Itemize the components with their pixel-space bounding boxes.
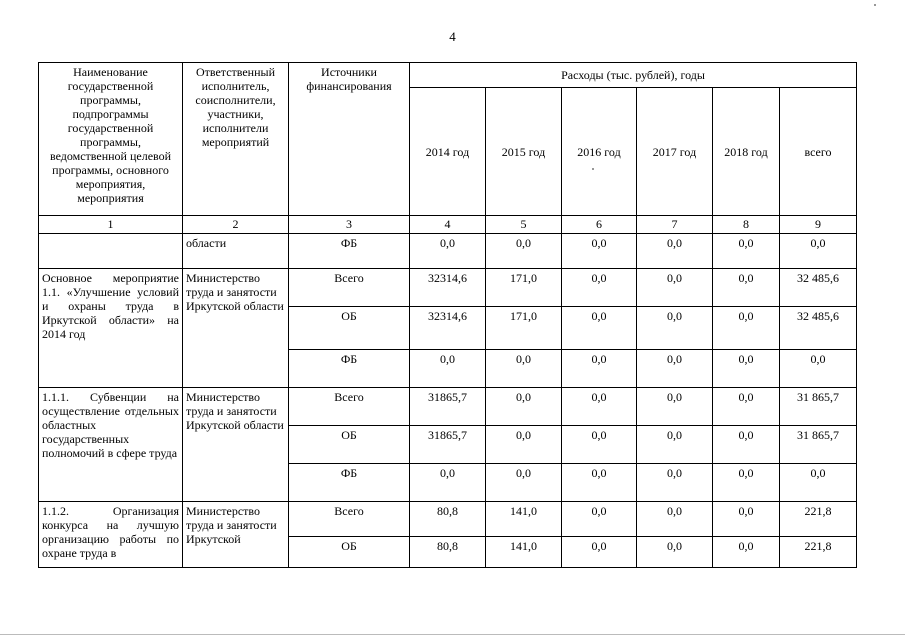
value-cell: 0,0 bbox=[562, 426, 637, 464]
value-cell: 0,0 bbox=[637, 234, 713, 269]
value-cell: 31865,7 bbox=[410, 426, 486, 464]
value-cell: 171,0 bbox=[486, 307, 562, 350]
source-cell: Всего bbox=[289, 502, 410, 537]
value-cell: 0,0 bbox=[637, 350, 713, 388]
value-cell: 0,0 bbox=[713, 269, 780, 307]
value-cell: 0,0 bbox=[637, 502, 713, 537]
value-cell: 171,0 bbox=[486, 269, 562, 307]
column-number: 1 bbox=[39, 216, 183, 234]
responsible-cell: области bbox=[183, 234, 289, 269]
value-cell: 0,0 bbox=[486, 234, 562, 269]
source-cell: ОБ bbox=[289, 426, 410, 464]
value-cell: 31865,7 bbox=[410, 388, 486, 426]
value-cell: 0,0 bbox=[637, 464, 713, 502]
source-cell: Всего bbox=[289, 269, 410, 307]
header-expenses: Расходы (тыс. рублей), годы bbox=[410, 63, 857, 88]
header-year: 2018 год bbox=[713, 88, 780, 216]
value-cell: 0,0 bbox=[486, 426, 562, 464]
page-number: 4 bbox=[449, 29, 456, 44]
source-cell: ФБ bbox=[289, 464, 410, 502]
value-cell: 0,0 bbox=[637, 426, 713, 464]
value-cell: 141,0 bbox=[486, 537, 562, 568]
name-cell: 1.1.2. Организация конкурса на лучшую организацию работы по охране труда в bbox=[39, 502, 183, 568]
value-cell: 0,0 bbox=[562, 350, 637, 388]
value-cell: 0,0 bbox=[562, 234, 637, 269]
value-cell: 0,0 bbox=[713, 234, 780, 269]
value-cell: 0,0 bbox=[562, 307, 637, 350]
header-sources: Источники финансирования bbox=[289, 63, 410, 216]
page-edge-line bbox=[0, 634, 905, 635]
source-cell: ОБ bbox=[289, 307, 410, 350]
value-cell: 0,0 bbox=[713, 388, 780, 426]
value-cell: 0,0 bbox=[780, 464, 857, 502]
table-row bbox=[39, 502, 857, 537]
value-cell: 0,0 bbox=[410, 350, 486, 388]
value-cell: 0,0 bbox=[486, 464, 562, 502]
responsible-cell: Министерство труда и занятости Иркутской bbox=[183, 502, 289, 568]
source-cell: Всего bbox=[289, 388, 410, 426]
value-cell: 0,0 bbox=[713, 307, 780, 350]
value-cell: 0,0 bbox=[637, 307, 713, 350]
column-numbers-row bbox=[39, 216, 857, 234]
value-cell: 0,0 bbox=[713, 502, 780, 537]
name-cell: Основное мероприятие 1.1. «Улучшение условий и охраны труда в Иркутской области» на 2014 год bbox=[39, 269, 183, 388]
value-cell: 80,8 bbox=[410, 537, 486, 568]
source-cell: ФБ bbox=[289, 234, 410, 269]
value-cell: 0,0 bbox=[562, 464, 637, 502]
value-cell: 221,8 bbox=[780, 502, 857, 537]
table-row bbox=[39, 388, 857, 426]
column-number: 7 bbox=[637, 216, 713, 234]
value-cell: 32 485,6 bbox=[780, 307, 857, 350]
value-cell: 0,0 bbox=[562, 502, 637, 537]
responsible-cell: Министерство труда и занятости Иркутской области bbox=[183, 269, 289, 388]
column-number: 6 bbox=[562, 216, 637, 234]
value-cell: 31 865,7 bbox=[780, 388, 857, 426]
value-cell: 0,0 bbox=[713, 426, 780, 464]
value-cell: 0,0 bbox=[780, 350, 857, 388]
value-cell: 0,0 bbox=[713, 537, 780, 568]
value-cell: 32314,6 bbox=[410, 307, 486, 350]
header-name: Наименование государственной программы, подпрограммы государственной программы, ведомственной целевой программы, основного мероприятия, мероприятия bbox=[39, 63, 183, 216]
value-cell: 0,0 bbox=[410, 464, 486, 502]
table-row bbox=[39, 234, 857, 269]
header-row bbox=[39, 63, 857, 88]
header-year: 2014 год bbox=[410, 88, 486, 216]
value-cell: 0,0 bbox=[486, 350, 562, 388]
scan-speck bbox=[874, 4, 876, 6]
value-cell: 0,0 bbox=[562, 269, 637, 307]
value-cell: 0,0 bbox=[637, 269, 713, 307]
value-cell: 32 485,6 bbox=[780, 269, 857, 307]
column-number: 3 bbox=[289, 216, 410, 234]
value-cell: 0,0 bbox=[713, 464, 780, 502]
value-cell: 0,0 bbox=[637, 537, 713, 568]
name-cell bbox=[39, 234, 183, 269]
name-cell: 1.1.1. Субвенции на осуществление отдельных областных государственных полномочий в сфере труда bbox=[39, 388, 183, 502]
header-year: 2017 год bbox=[637, 88, 713, 216]
value-cell: 0,0 bbox=[486, 388, 562, 426]
header-total: всего bbox=[780, 88, 857, 216]
budget-table bbox=[38, 62, 857, 568]
header-year: 2016 год bbox=[562, 88, 637, 216]
value-cell: 0,0 bbox=[780, 234, 857, 269]
column-number: 9 bbox=[780, 216, 857, 234]
responsible-cell: Министерство труда и занятости Иркутской области bbox=[183, 388, 289, 502]
header-responsible: Ответственный исполнитель, соисполнители, участники, исполнители мероприятий bbox=[183, 63, 289, 216]
source-cell: ОБ bbox=[289, 537, 410, 568]
value-cell: 0,0 bbox=[562, 537, 637, 568]
value-cell: 0,0 bbox=[713, 350, 780, 388]
source-cell: ФБ bbox=[289, 350, 410, 388]
table-row bbox=[39, 269, 857, 307]
value-cell: 0,0 bbox=[637, 388, 713, 426]
column-number: 8 bbox=[713, 216, 780, 234]
value-cell: 80,8 bbox=[410, 502, 486, 537]
column-number: 2 bbox=[183, 216, 289, 234]
value-cell: 0,0 bbox=[410, 234, 486, 269]
value-cell: 31 865,7 bbox=[780, 426, 857, 464]
value-cell: 221,8 bbox=[780, 537, 857, 568]
column-number: 5 bbox=[486, 216, 562, 234]
value-cell: 32314,6 bbox=[410, 269, 486, 307]
column-number: 4 bbox=[410, 216, 486, 234]
header-year: 2015 год bbox=[486, 88, 562, 216]
value-cell: 141,0 bbox=[486, 502, 562, 537]
value-cell: 0,0 bbox=[562, 388, 637, 426]
